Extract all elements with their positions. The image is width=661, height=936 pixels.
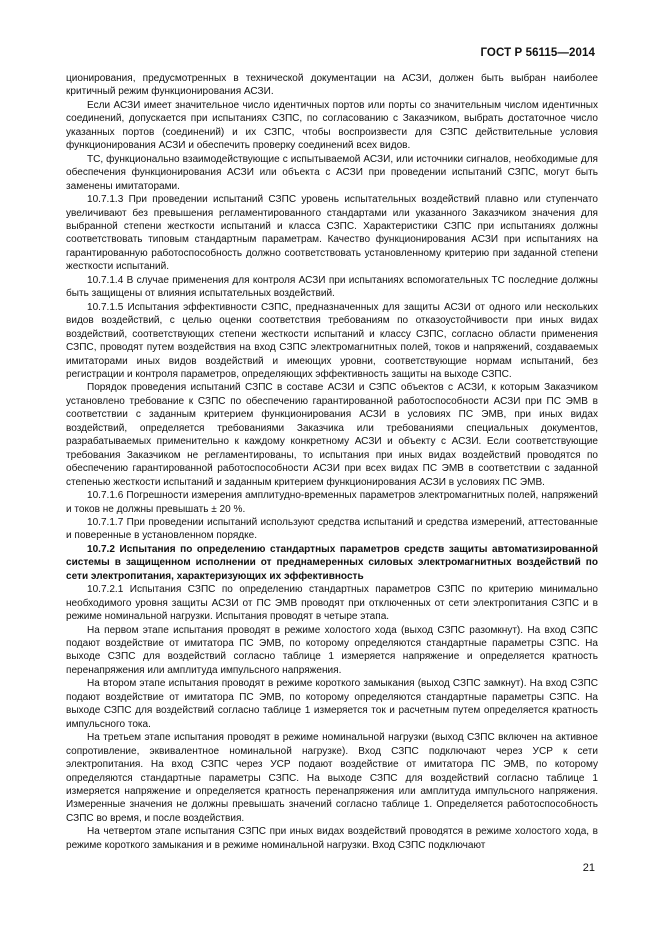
body-paragraph: На первом этапе испытания проводят в режиме холостого хода (выход СЗПС разомкнут). На вход СЗПС подают воздействие от имитатора ПС ЭМВ, по которому определяются стандартные параметры СЗПС. На выходе СЗПС для воздействий согласно таблице 1 измеряется напряжение и определяется кратность перенапряжения или амплитуда импульсного напряжения. [66, 624, 598, 676]
body-paragraph: 10.7.1.5 Испытания эффективности СЗПС, предназначенных для защиты АСЗИ от одного или нескольких видов воздействий, с целью оценки соответствия требованиям по отказоустойчивости при иных видах воздействий, соответствующих степени жесткости испытаний и классу СЗПС, согласно области применения СЗПС, проводят путем воздействия на вход СЗПС электромагнитных полей, токов и напряжений, создаваемых имитаторами иных видов воздействий и имеющих уровни, соответствующие нормам испытаний, без регистрации и контроля параметров, определяющих эффективность защиты на выходе СЗПС. [66, 301, 598, 380]
document-body [66, 72, 598, 852]
page-number: 21 [582, 862, 595, 874]
body-paragraph: 10.7.2.1 Испытания СЗПС по определению стандартных параметров СЗПС по критерию минимально необходимого уровня защиты АСЗИ от ПС ЭМВ проводят при отключенных от сети электропитания СЗПС и в режиме номинальной нагрузки. Испытания проводят в четыре этапа. [66, 584, 598, 623]
body-paragraph: 10.7.1.4 В случае применения для контроля АСЗИ при испытаниях вспомогательных ТС последние должны быть защищены от влияния испытательных воздействий. [66, 274, 598, 300]
body-paragraph: ТС, функционально взаимодействующие с испытываемой АСЗИ, или источники сигналов, необходимые для обеспечения функционирования АСЗИ или объекта с АСЗИ при проведении испытаний СЗПС, могут быть заменены имитаторами. [66, 153, 598, 192]
body-paragraph: 10.7.1.7 При проведении испытаний используют средства испытаний и средства измерений, аттестованные и поверенные в установленном порядке. [66, 516, 598, 542]
body-paragraph: ционирования, предусмотренных в технической документации на АСЗИ, должен быть выбран наиболее критичный режим функционирования АСЗИ. [66, 73, 598, 98]
body-paragraph: На четвертом этапе испытания СЗПС при иных видах воздействий проводятся в режиме холостого хода, в режиме короткого замыкания и в режиме номинальной нагрузки. Вход СЗПС подключают [66, 826, 598, 851]
body-paragraph: Порядок проведения испытаний СЗПС в составе АСЗИ и СЗПС объектов с АСЗИ, к которым Заказчиком установлено требование к СЗПС по обеспечению гарантированной работоспособности АСЗИ при ПС ЭМВ в соответствии с заданным критерием функционирования АСЗИ в условиях ПС ЭМВ, при иных видах воздействий, определяется требованиями Заказчика или требованиями специальных документов, разрабатываемых применительно к каждому конкретному АСЗИ и объекту с АСЗИ. Если соответствующие требования Заказчиком не регламентированы, то испытания при иных видах воздействий проводятся по обеспечению гарантированной работоспособности АСЗИ при всех видах ПС ЭМВ в соответствии с заданной степенью жесткости испытаний и заданным критерием функционирования АСЗИ в условиях ПС ЭМВ. [66, 382, 598, 488]
body-paragraph: Если АСЗИ имеет значительное число идентичных портов или порты со значительным числом идентичных соединений, допускается при испытаниях СЗПС, по согласованию с Заказчиком, выбрать достаточное число указанных портов (соединений) и их СЗПС, чтобы воспроизвести для СЗПС действительные условия функционирования АСЗИ и обеспечить проверку соединений всех видов. [66, 99, 598, 152]
body-paragraph: На третьем этапе испытания проводят в режиме номинальной нагрузки (выход СЗПС включен на активное сопротивление, эквивалентное номинальной нагрузке). Вход СЗПС подключают через УСР к сети электропитания. На вход СЗПС через УСР подают воздействие от имитатора ПС ЭМВ, по которому определяются стандартные параметры СЗПС. На выходе СЗПС для воздействий согласно таблице 1 измеряется напряжение и определяется кратность перенапряжения или амплитуда импульсного напряжения. Измеренные значения не должны превышать значений согласно таблице 1. Определяется работоспособность СЗПС во время, и после воздействия. [66, 732, 598, 824]
section-heading: 10.7.2 Испытания по определению стандартных параметров средств защиты автоматизированной системы в защищенном исполнении от преднамеренных силовых электромагнитных воздействий по сети электропитания, характеризующих их эффективность [66, 543, 598, 582]
body-paragraph: На втором этапе испытания проводят в режиме короткого замыкания (выход СЗПС замкнут). На вход СЗПС подают воздействие от имитатора ПС ЭМВ, по которому определяются стандартные параметры СЗПС. На выходе СЗПС для воздействий согласно таблице 1 измеряется ток и расчетным путем определяется кратность импульсного тока. [66, 678, 598, 730]
document-id-header: ГОСТ Р 56115—2014 [480, 47, 595, 59]
body-paragraph: 10.7.1.6 Погрешности измерения амплитудно-временных параметров электромагнитных полей, напряжений и токов не должны превышать ± 20 %. [66, 490, 598, 515]
body-paragraph: 10.7.1.3 При проведении испытаний СЗПС уровень испытательных воздействий плавно или ступенчато увеличивают без превышения регламентированного стандартами или указанного Заказчиком значения для выбранной степени жесткости испытаний и класса СЗПС. Характеристики СЗПС при испытаниях должны соответствовать типовым стандартным параметрам. Качество функционирования АСЗИ при испытаниях на гарантированную работоспособность должно соответствовать установленному критерию при заданной степени жесткости испытаний. [66, 194, 598, 273]
